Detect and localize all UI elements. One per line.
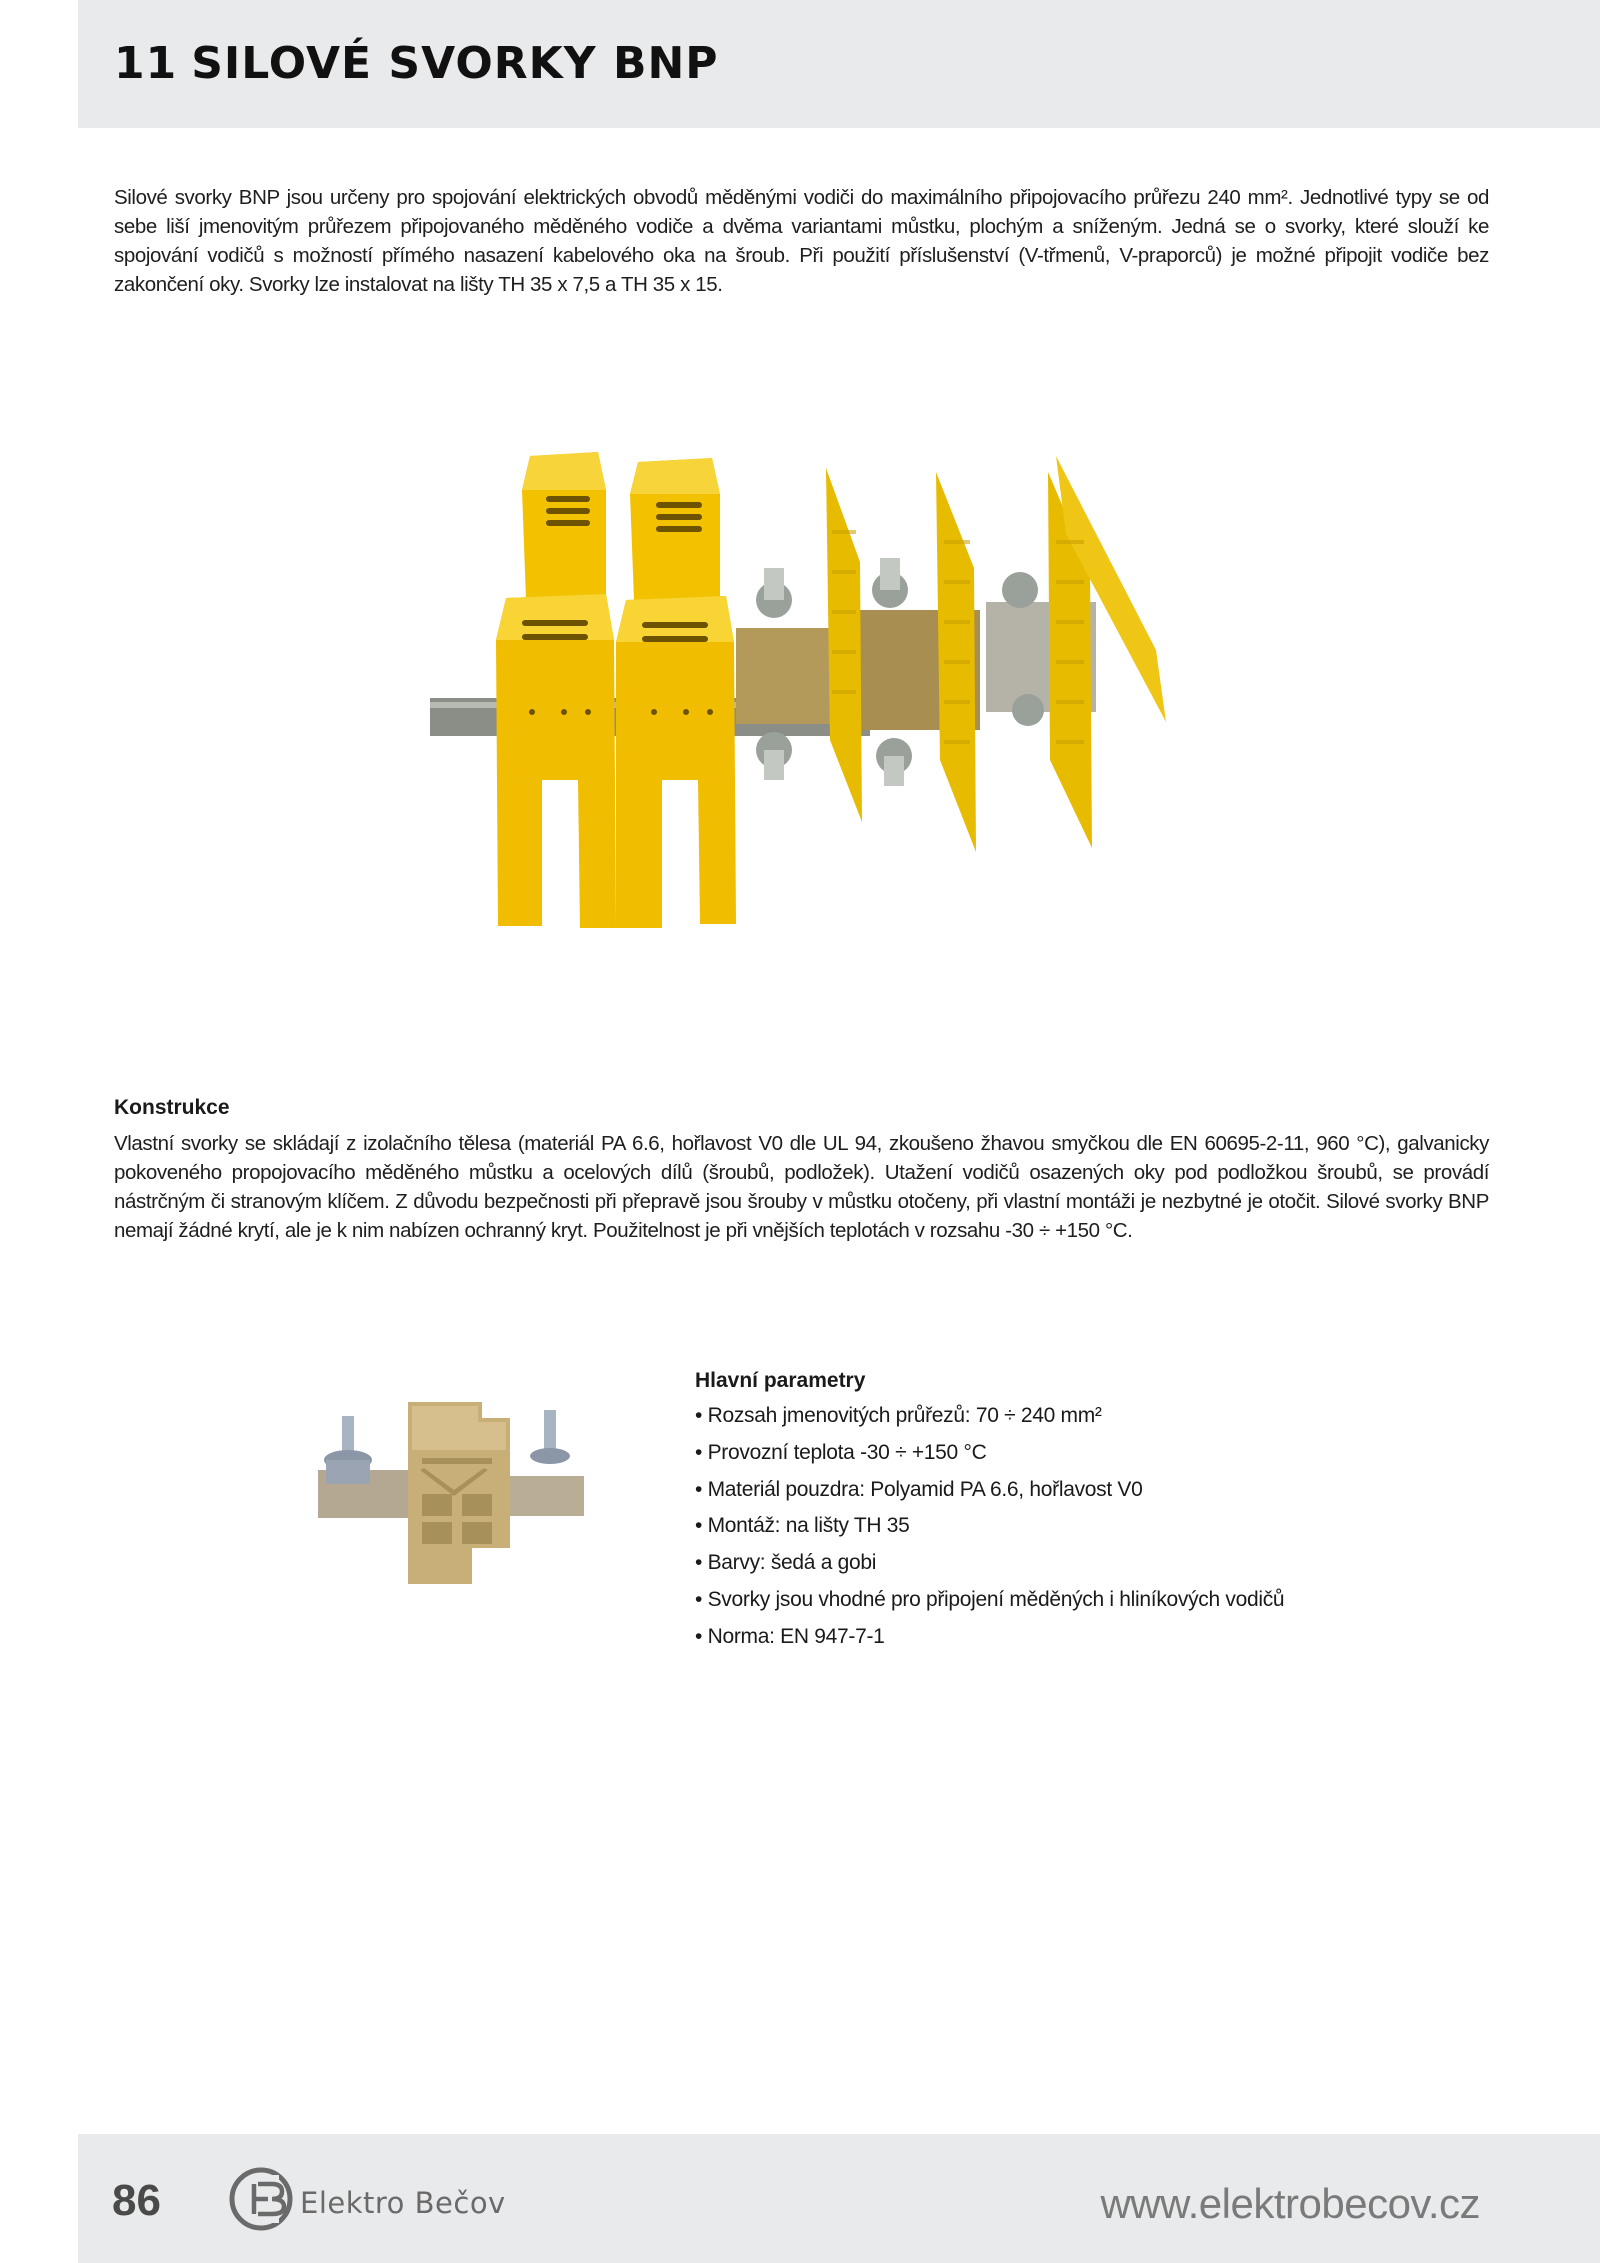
page-number: 86	[112, 2176, 161, 2225]
list-item: • Provozní teplota -30 ÷ +150 °C	[695, 1439, 1284, 1476]
cover-front-left	[496, 594, 616, 928]
intro-paragraph: Silové svorky BNP jsou určeny pro spojování elektrických obvodů měděnými vodiči do maximálního připojovacího průřezu 240 mm². Jednotlivé typy se od sebe liší jmenovitým průřezem připojovaného měděného vodiče a dvěma variantami můstku, plochým a sníženým. Jedná se o svorky, které slouží ke spojování vodičů s možností přímého nasazení kabelového oka na šroub. Při použití příslušenství (V-třmenů, V-praporců) je možné připojit vodiče bez zakončení oky. Svorky lze instalovat na lišty TH 35 x 7,5 a TH 35 x 15.	[114, 186, 1489, 296]
chapter-title-text: SILOVÉ SVORKY BNP	[191, 38, 719, 89]
konstrukce-heading: Konstrukce	[114, 1096, 230, 1119]
chapter-number: 11	[114, 38, 178, 89]
list-item: • Materiál pouzdra: Polyamid PA 6.6, hořlavost V0	[695, 1476, 1284, 1513]
list-item: • Svorky jsou vhodné pro připojení měděných i hliníkových vodičů	[695, 1586, 1284, 1623]
page-footer	[78, 2134, 1600, 2263]
list-item: • Barvy: šedá a gobi	[695, 1549, 1284, 1586]
chapter-title	[114, 38, 733, 89]
parameters-list	[695, 1402, 1284, 1660]
list-item: • Montáž: na lišty TH 35	[695, 1512, 1284, 1549]
chapter-header	[78, 0, 1600, 128]
company-name: Elektro Bečov	[300, 2186, 506, 2220]
list-item: • Norma: EN 947-7-1	[695, 1623, 1284, 1660]
brass-bridges	[736, 558, 1096, 786]
website-link[interactable]: www.elektrobecov.cz	[1100, 2180, 1480, 2227]
list-item: • Rozsah jmenovitých průřezů: 70 ÷ 240 mm²	[695, 1402, 1284, 1439]
single-terminal-photo	[312, 1398, 588, 1584]
parameters-heading: Hlavní parametry	[695, 1369, 866, 1392]
elektro-becov-logo-icon	[228, 2166, 308, 2232]
konstrukce-paragraph: Vlastní svorky se skládají z izolačního tělesa (materiál PA 6.6, hořlavost V0 dle UL 94, zkoušeno žhavou smyčkou dle EN 60695-2-11, 960 °C), galvanicky pokoveného propojovacího měděného můstku a ocelových dílů (šroubů, podložek). Utažení vodičů osazených oky pod podložkou šroubů, se provádí nástrčným či stranovým klíčem. Z důvodu bezpečnosti při přepravě jsou šrouby v můstku otočeny, při vlastní montáži je nezbytné je otočit. Silové svorky BNP nemají žádné krytí, ale je k nim nabízen ochranný kryt. Použitelnost je při vnějších teplotách v rozsahu -30 ÷ +150 °C.	[114, 1132, 1489, 1242]
cover-front-right	[616, 596, 736, 928]
bnp-terminals-photo	[430, 450, 1170, 940]
